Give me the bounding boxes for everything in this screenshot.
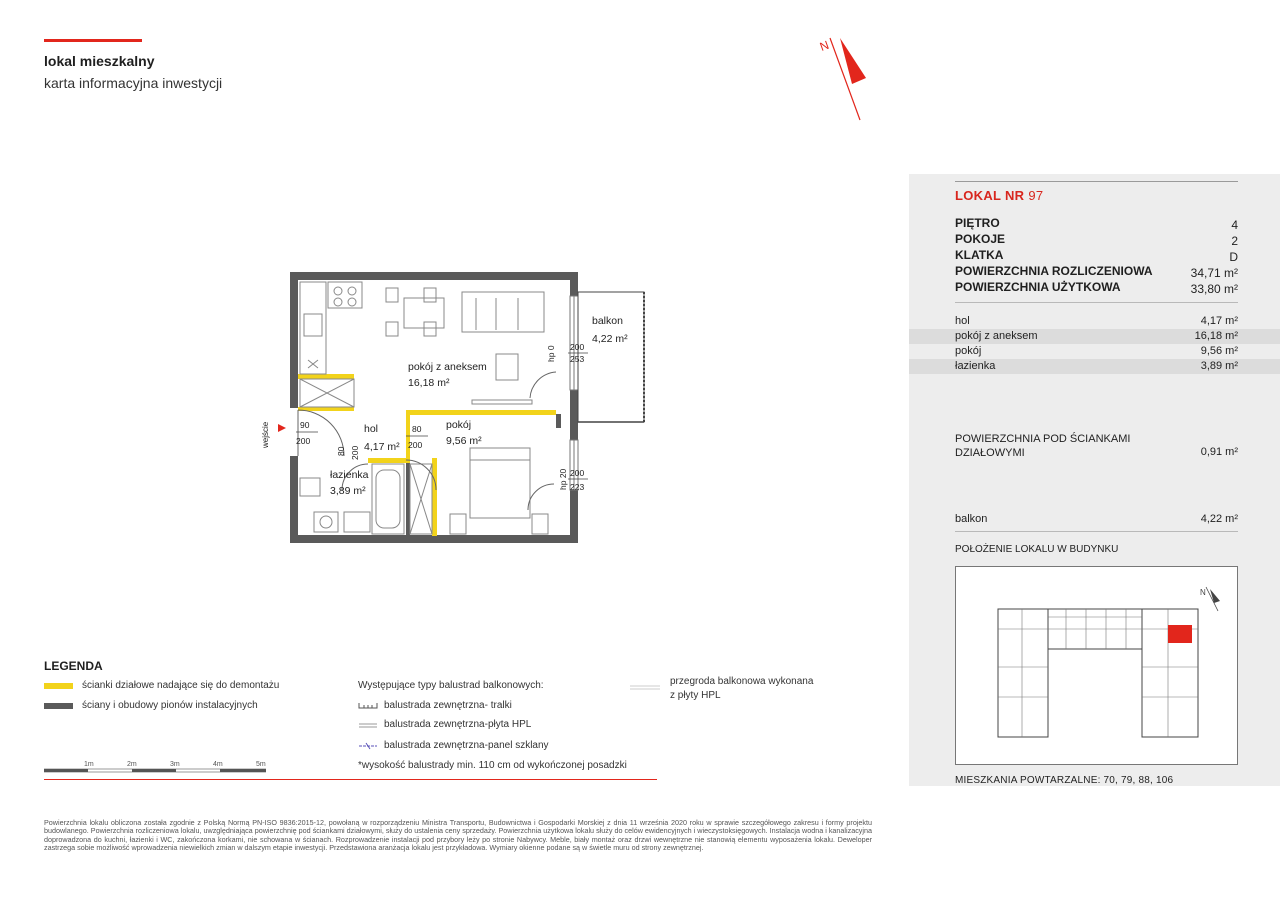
building-location-map <box>955 566 1238 765</box>
room-row-living <box>909 329 1280 344</box>
spec-value: D <box>1229 250 1238 264</box>
room-row-label: hol <box>955 315 970 327</box>
room-area-balcony: 4,22 m² <box>592 333 628 345</box>
room-row-bedroom <box>909 344 1280 359</box>
north-arrow-icon <box>818 34 870 124</box>
spec-row-usable-area <box>955 280 1238 296</box>
panel-top-rule <box>955 181 1238 182</box>
spec-label: POKOJE <box>955 232 1006 246</box>
balustrade-hpl-icon <box>358 720 378 730</box>
north-label: N <box>818 37 831 54</box>
balustrade-glass-icon <box>358 741 378 751</box>
hpl-partition-label-line1: przegroda balkonowa wykonana <box>670 676 814 687</box>
spec-label: KLATKA <box>955 248 1004 262</box>
document-subtitle: karta informacyjna inwestycji <box>44 75 223 91</box>
disclaimer-text: Powierzchnia lokalu obliczona została zgodnie z Polską Normą PN-ISO 9836:2015-12, powołaną w rozporządzeniu Ministra Transportu, Budownictwa i Gospodarki Morskiej z dnia 11 września 2020 roku w sprawie szczegółowego zakresu i formy projektu budowlanego. Powierzchnia rozliczeniowa lokalu, uwzględniająca powierzchnię pod ściankami działowymi, służy do ustalenia ceny sprzedaży. Powierzchnia użytkowa lokalu służy do celów ewidencyjnych i wieczystoksięgowych. Instalacja wodna i kanalizacyjna doprowadzona do kuchni, łazienki i WC, zakończona korkami, nie schowana w ścianach. Rozprowadzenie instalacji pod przybory leży po stronie Nabywcy. Meble, biały montaż oraz drzwi wewnętrzne nie stanowią elementu wyposażenia lokalu. Deweloper zastrzega sobie możliwość wprowadzenia niewielkich zmian w dalszym etapie inwestycji. Przedstawiona aranżacja lokalu jest przykładowa. Wymiary okienne podane są w świetle muru od strony zewnętrznej. <box>44 818 872 852</box>
scale-label: 1m <box>84 761 94 768</box>
room-area-living: 16,18 m² <box>408 377 450 389</box>
dim-bath-width: 80 <box>336 446 346 456</box>
lokal-title <box>955 188 1043 203</box>
spec-row-billing-area <box>955 264 1238 280</box>
room-area-bedroom: 9,56 m² <box>446 435 482 447</box>
dim-entry-height: 200 <box>296 436 311 446</box>
balcony-row-value: 4,22 m² <box>1200 513 1238 525</box>
room-label-balcony: balkon <box>592 315 623 327</box>
legend-bottom-rule <box>44 779 657 780</box>
partition-area-label <box>955 432 1175 460</box>
room-row-value: 9,56 m² <box>1200 345 1238 357</box>
position-title: POŁOŻENIE LOKALU W BUDYNKU <box>955 544 1119 555</box>
balcony-outline <box>578 292 644 422</box>
room-row-label: łazienka <box>955 360 996 372</box>
scale-label: 5m <box>256 761 266 768</box>
partition-area-label-line2: DZIAŁOWYMI <box>955 447 1025 459</box>
balustrade-types-title: Występujące typy balustrad balkonowych: <box>358 680 544 691</box>
room-label-bathroom: łazienka <box>330 469 369 481</box>
balcony-row <box>955 513 1238 525</box>
room-label-living: pokój z aneksem <box>408 361 487 373</box>
spec-value: 33,80 m² <box>1190 282 1238 296</box>
dim-window2-hp: hp 20 <box>558 468 568 490</box>
room-area-bathroom: 3,89 m² <box>330 485 366 497</box>
balustrade-glass-label: balustrada zewnętrzna-panel szklany <box>384 740 549 751</box>
lokal-label: LOKAL NR <box>955 188 1025 203</box>
room-row-value: 16,18 m² <box>1194 330 1238 342</box>
spec-value: 34,71 m² <box>1190 266 1238 280</box>
apartment-highlight <box>1168 625 1192 643</box>
spec-value: 4 <box>1231 218 1238 232</box>
room-row-value: 3,89 m² <box>1200 360 1238 372</box>
dim-window1-width: 200 <box>570 342 585 352</box>
spec-label: PIĘTRO <box>955 216 1000 230</box>
kitchen-units <box>300 282 362 407</box>
room-row-label: pokój <box>955 345 982 357</box>
bedroom-furniture <box>450 448 548 534</box>
spec-label: POWIERZCHNIA ROZLICZENIOWA <box>955 264 1153 278</box>
partition-area-value: 0,91 m² <box>1200 446 1238 458</box>
scale-label: 3m <box>170 761 180 768</box>
dim-window1-hp: hp 0 <box>546 345 556 362</box>
room-row-hall <box>909 314 1280 329</box>
building-outline <box>956 567 1239 766</box>
entrance-label: wejście <box>261 421 270 448</box>
accent-bar <box>44 39 142 42</box>
floor-plan <box>256 264 676 554</box>
balcony-row-label: balkon <box>955 513 988 525</box>
dim-room-door-height: 200 <box>408 440 423 450</box>
balustrade-height-note: *wysokość balustrady min. 110 cm od wykończonej posadzki <box>358 760 627 771</box>
hpl-partition-label-line2: z płyty HPL <box>670 690 721 701</box>
room-area-hall: 4,17 m² <box>364 441 400 453</box>
dim-room-door-width: 80 <box>412 424 422 434</box>
legend-swatch-grey <box>44 703 73 709</box>
map-north-label: N <box>1200 588 1206 597</box>
spec-label: POWIERZCHNIA UŻYTKOWA <box>955 280 1121 294</box>
scale-label: 2m <box>127 761 137 768</box>
repeated-apartments: MIESZKANIA POWTARZALNE: 70, 79, 88, 106 <box>955 775 1174 786</box>
info-panel <box>909 174 1280 786</box>
dim-window1-height: 253 <box>570 354 585 364</box>
room-row-value: 4,17 m² <box>1200 315 1238 327</box>
legend-grey-label: ściany i obudowy pionów instalacyjnych <box>82 700 258 711</box>
spec-row-staircase <box>955 248 1238 264</box>
lokal-number: 97 <box>1028 188 1044 203</box>
legend-yellow-label: ścianki działowe nadające się do demontażu <box>82 680 280 691</box>
partition-area-label-line1: POWIERZCHNIA POD ŚCIANKAMI <box>955 433 1131 445</box>
dim-window2-width: 200 <box>570 468 585 478</box>
spec-value: 2 <box>1231 234 1238 248</box>
balustrade-tralki-label: balustrada zewnętrzna- tralki <box>384 700 512 711</box>
scale-label: 4m <box>213 761 223 768</box>
room-label-bedroom: pokój <box>446 419 472 431</box>
balustrade-hpl-label: balustrada zewnętrzna-płyta HPL <box>384 719 532 730</box>
document-title: lokal mieszkalny <box>44 53 155 69</box>
panel-divider <box>955 302 1238 303</box>
room-label-hall: hol <box>364 423 379 435</box>
legend-title: LEGENDA <box>44 659 103 673</box>
dim-entry-width: 90 <box>300 420 310 430</box>
hpl-partition-icon <box>630 684 660 692</box>
room-row-label: pokój z aneksem <box>955 330 1038 342</box>
legend-swatch-yellow <box>44 683 73 689</box>
room-row-bathroom <box>909 359 1280 374</box>
spec-row-rooms <box>955 232 1238 248</box>
balustrade-tralki-icon <box>358 700 378 710</box>
dim-window2-height: 223 <box>570 482 585 492</box>
panel-divider <box>955 531 1238 532</box>
dim-bath-height: 200 <box>350 445 360 460</box>
scale-bar <box>44 758 266 774</box>
spec-row-floor <box>955 216 1238 232</box>
interior-walls <box>406 414 561 535</box>
